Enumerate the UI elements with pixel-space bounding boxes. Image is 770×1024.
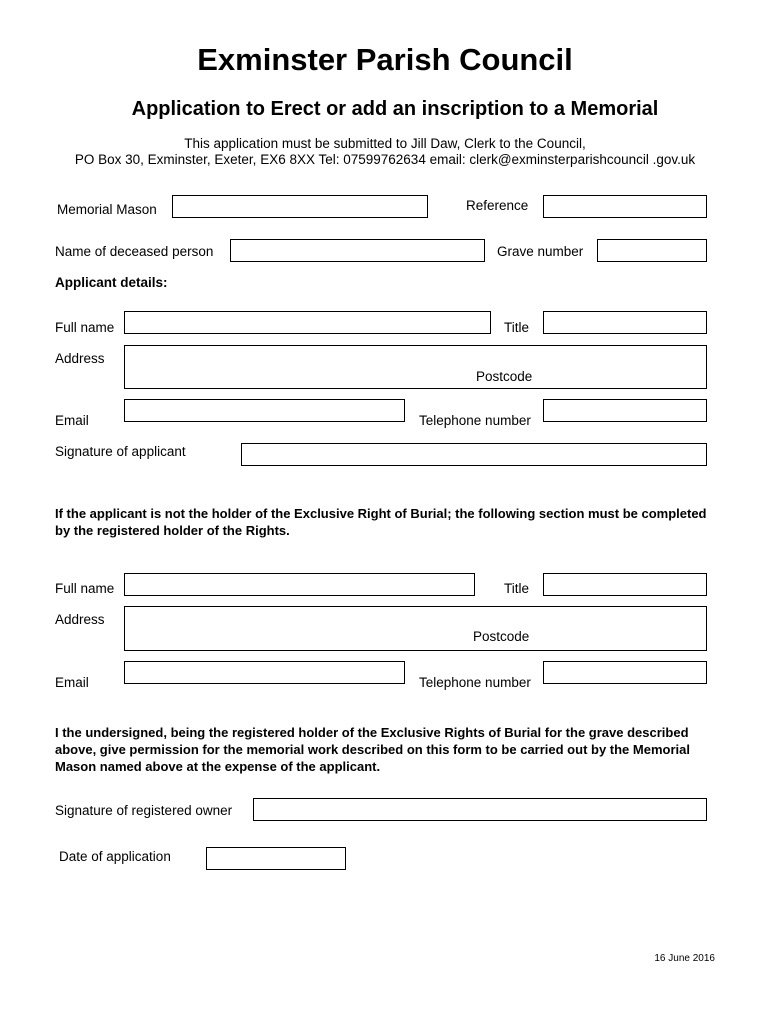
holder-title-label: Title: [504, 581, 530, 596]
applicant-details-heading: Applicant details:: [55, 275, 168, 290]
holder-address-field[interactable]: [124, 606, 707, 651]
memorial-mason-label: Memorial Mason: [57, 202, 157, 217]
holder-full-name-field[interactable]: [124, 573, 475, 596]
applicant-postcode-label: Postcode: [476, 369, 533, 384]
submission-info-line-2: PO Box 30, Exminster, Exeter, EX6 8XX Tel: 07599762634 email: clerk@exminsterparishcouncil .gov.uk: [74, 152, 696, 167]
holder-email-label: Email: [55, 675, 89, 690]
document-date: 16 June 2016: [654, 953, 715, 964]
page-title: Exminster Parish Council: [197, 42, 573, 77]
form-subtitle: Application to Erect or add an inscription to a Memorial: [131, 98, 659, 120]
submission-info-line-1: This application must be submitted to Jill Daw, Clerk to the Council,: [184, 136, 586, 151]
application-date-field[interactable]: [206, 847, 346, 870]
holder-postcode-label: Postcode: [473, 629, 530, 644]
applicant-address-field[interactable]: [124, 345, 707, 389]
owner-signature-label: Signature of registered owner: [55, 803, 233, 818]
holder-telephone-label: Telephone number: [419, 675, 531, 690]
applicant-email-field[interactable]: [124, 399, 405, 422]
applicant-signature-label: Signature of applicant: [55, 444, 186, 459]
declaration-text: I the undersigned, being the registered holder of the Exclusive Rights of Burial for the grave described above, give permission for the memorial work described on this form to be carried out by the Memorial Mason named above at the expense of the applicant.: [55, 725, 690, 774]
applicant-full-name-field[interactable]: [124, 311, 491, 334]
memorial-mason-field[interactable]: [172, 195, 428, 218]
applicant-signature-field[interactable]: [241, 443, 707, 466]
holder-address-label: Address: [55, 612, 105, 627]
holder-section-intro: If the applicant is not the holder of the Exclusive Right of Burial; the following section must be completed by the registered holder of the Rights.: [55, 506, 707, 538]
holder-email-field[interactable]: [124, 661, 405, 684]
application-date-label: Date of application: [59, 849, 171, 864]
applicant-email-label: Email: [55, 413, 89, 428]
deceased-name-label: Name of deceased person: [55, 244, 214, 259]
holder-title-field[interactable]: [543, 573, 707, 596]
grave-number-field[interactable]: [597, 239, 707, 262]
holder-telephone-field[interactable]: [543, 661, 707, 684]
grave-number-label: Grave number: [497, 244, 584, 259]
owner-signature-field[interactable]: [253, 798, 707, 821]
applicant-telephone-field[interactable]: [543, 399, 707, 422]
applicant-address-label: Address: [55, 351, 105, 366]
applicant-title-label: Title: [504, 320, 530, 335]
holder-full-name-label: Full name: [55, 581, 115, 596]
applicant-title-field[interactable]: [543, 311, 707, 334]
deceased-name-field[interactable]: [230, 239, 485, 262]
reference-field[interactable]: [543, 195, 707, 218]
applicant-full-name-label: Full name: [55, 320, 115, 335]
applicant-telephone-label: Telephone number: [419, 413, 531, 428]
reference-label: Reference: [466, 198, 529, 213]
